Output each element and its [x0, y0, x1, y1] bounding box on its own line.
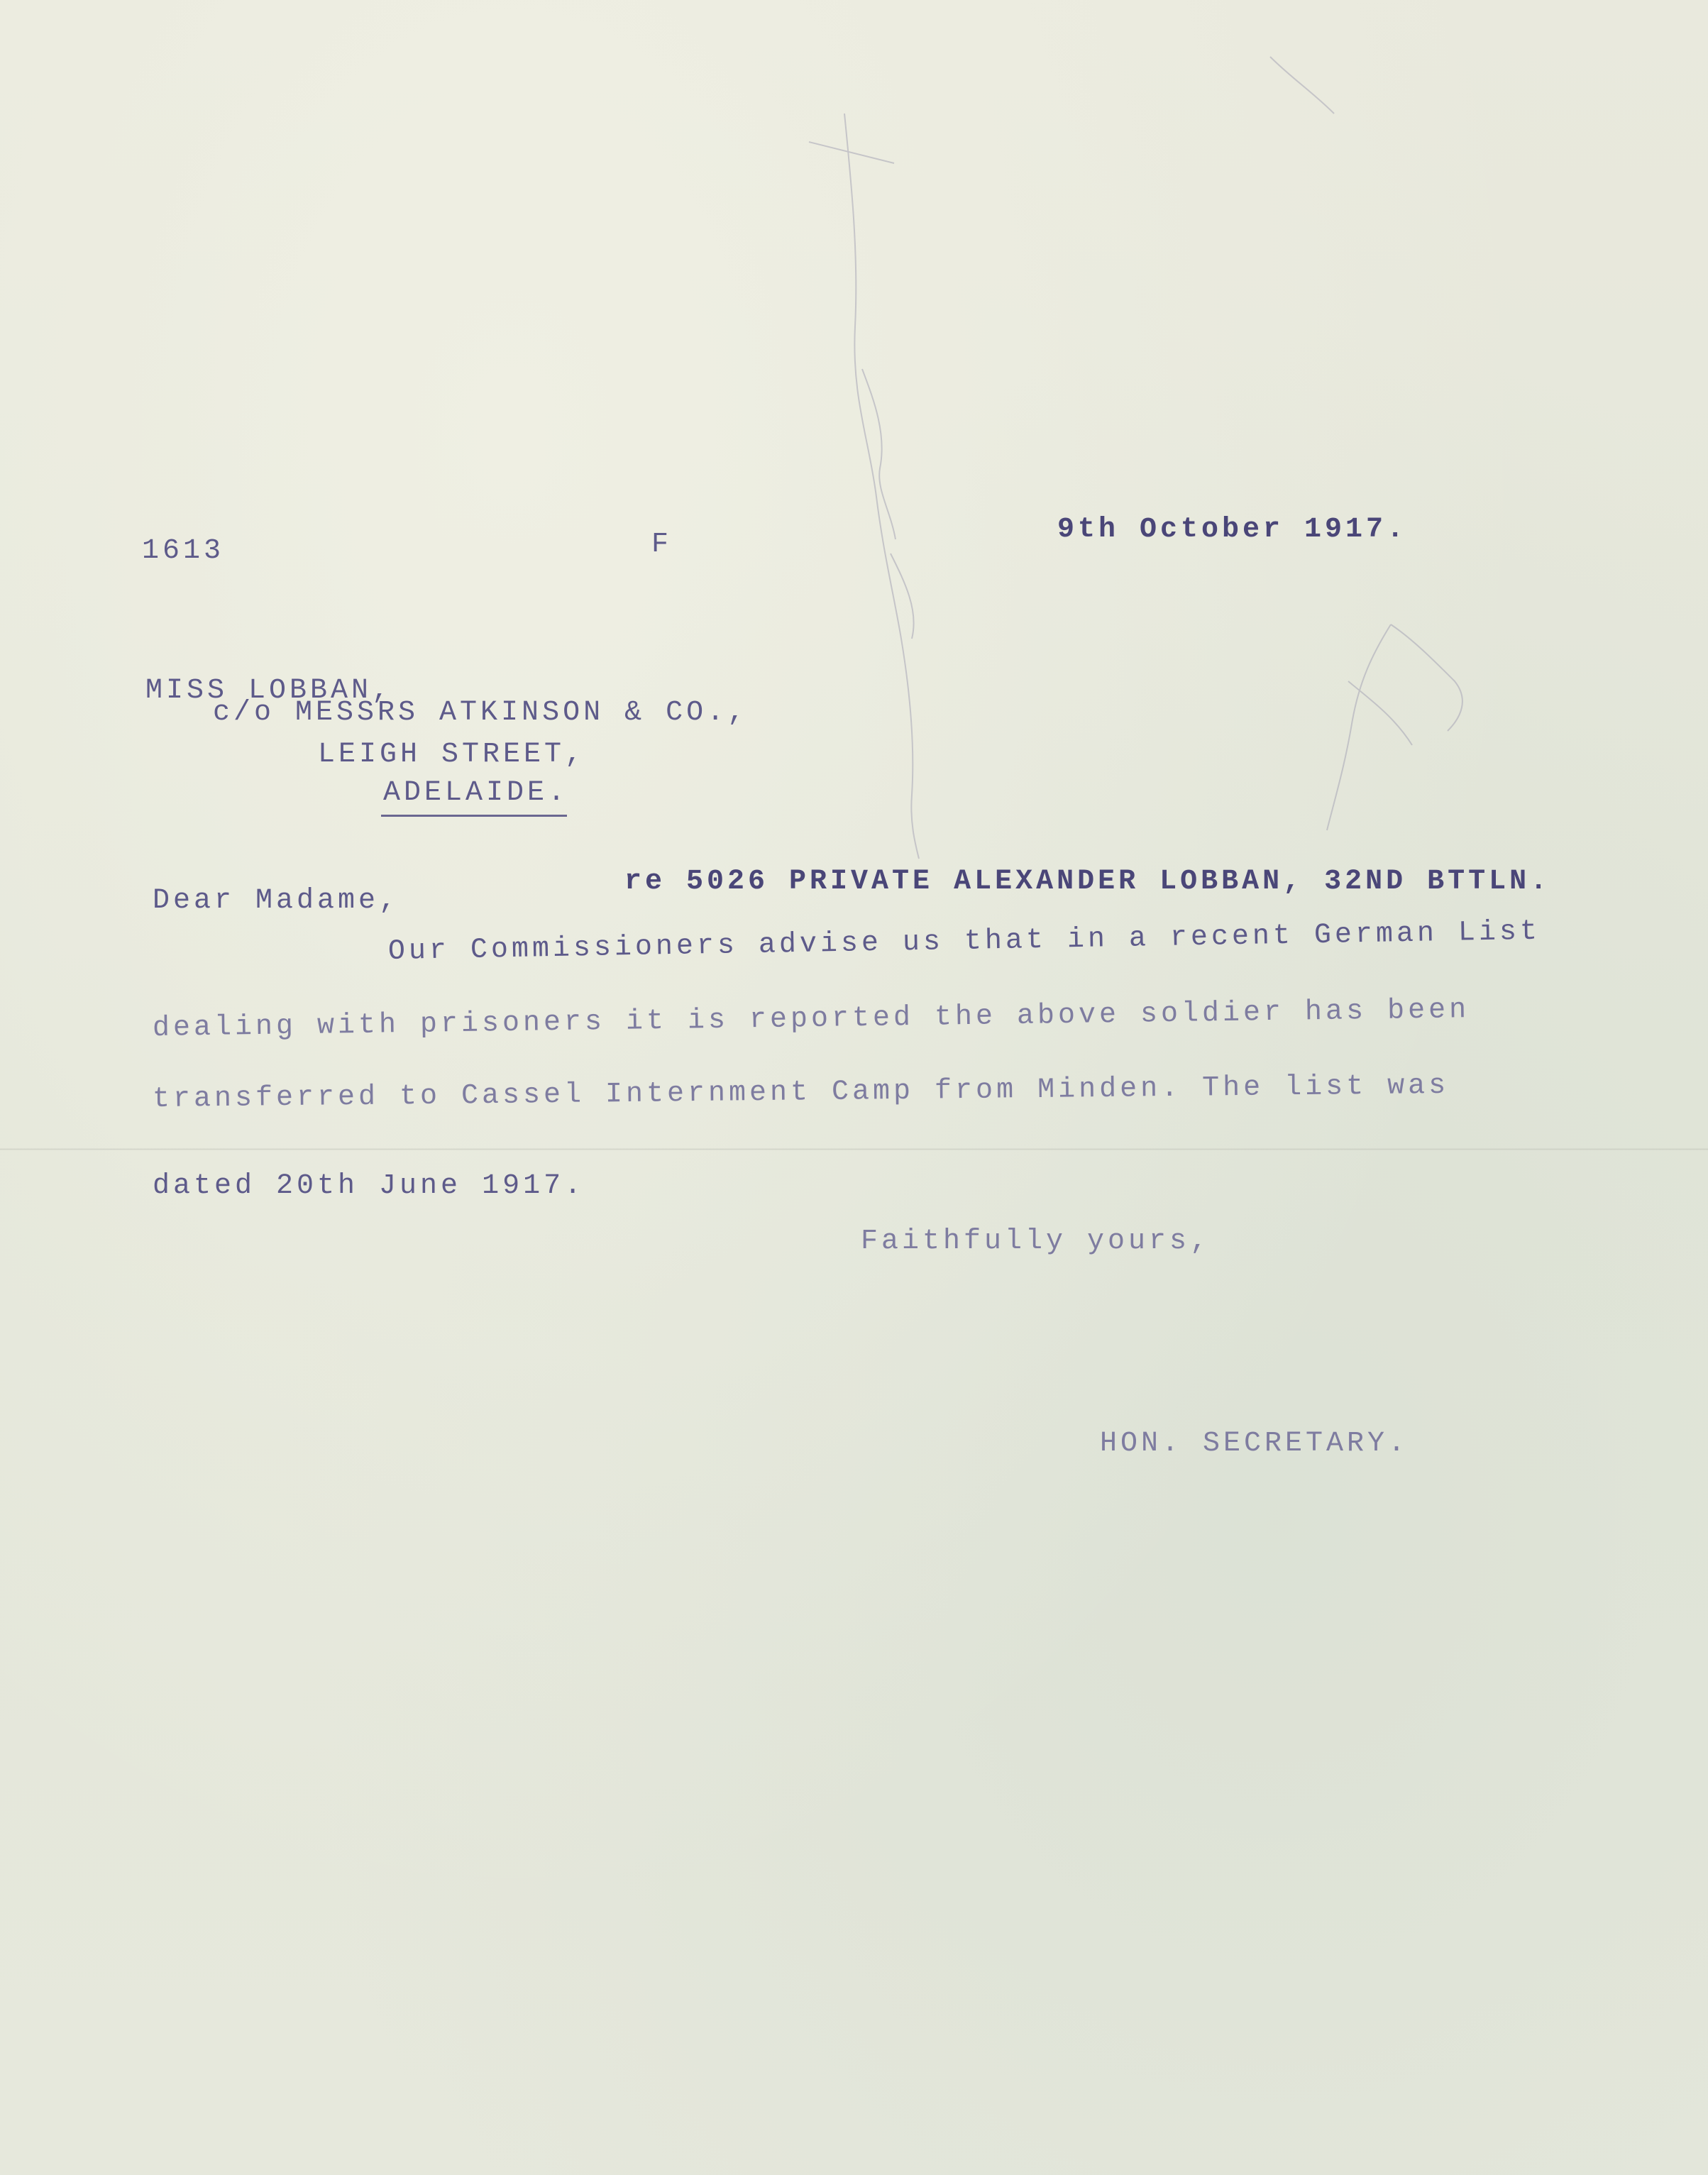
salutation: Dear Madame,: [153, 885, 400, 917]
signature-title: HON. SECRETARY.: [1100, 1428, 1409, 1460]
body-line-1: Our Commissioners advise us that in a recent German List: [387, 915, 1541, 968]
subject-line: re 5026 PRIVATE ALEXANDER LOBBAN, 32ND BTTLN.: [624, 866, 1551, 898]
recipient-city: ADELAIDE.: [383, 777, 569, 809]
recipient-care-of: c/o MESSRS ATKINSON & CO.,: [213, 697, 749, 729]
body-line-3: transferred to Cassel Internment Camp from Minden. The list was: [152, 1069, 1450, 1116]
file-number: 1613: [142, 535, 225, 567]
closing: Faithfully yours,: [861, 1226, 1211, 1257]
body-line-2: dealing with prisoners it is reported the above soldier has been: [152, 994, 1470, 1045]
file-letter: F: [651, 529, 673, 561]
recipient-city-underline: [381, 815, 567, 817]
body-line-4: dated 20th June 1917.: [153, 1170, 585, 1202]
letter-date: 9th October 1917.: [1057, 514, 1408, 546]
recipient-street: LEIGH STREET,: [318, 739, 586, 771]
recipient-name: MISS LOBBAN,: [145, 675, 393, 707]
